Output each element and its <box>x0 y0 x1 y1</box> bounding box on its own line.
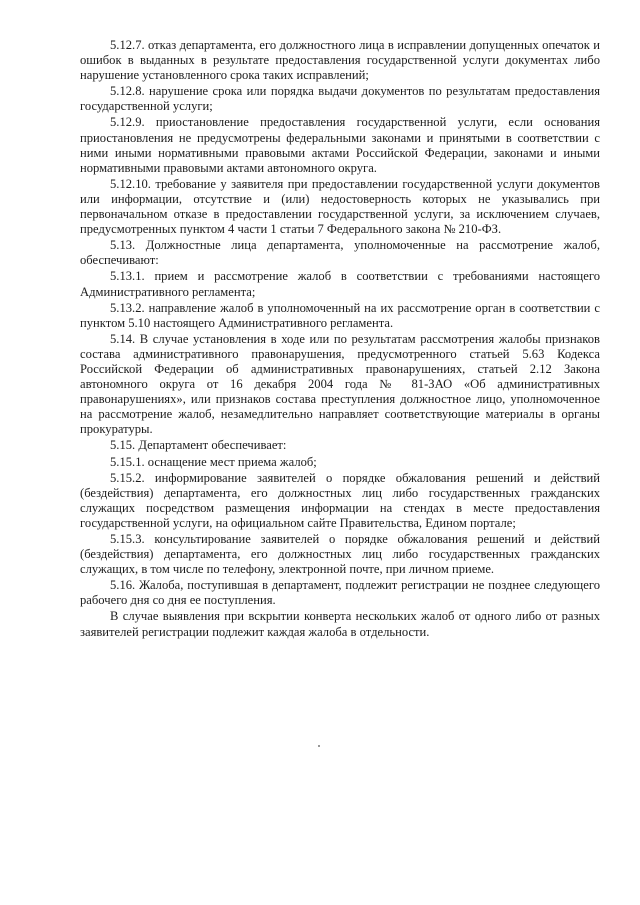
paragraph-5-12-7: 5.12.7. отказ департамента, его должностного лица в исправлении допущенных опечаток и ошибок в выданных в результате предоставления государственной услуги документах либо нарушение установленного срока таких исправлений; <box>80 38 600 83</box>
paragraph-5-13-1: 5.13.1. прием и рассмотрение жалоб в соответствии с требованиями настоящего Административного регламента; <box>80 269 600 299</box>
paragraph-5-12-8: 5.12.8. нарушение срока или порядка выдачи документов по результатам предоставления государственной услуги; <box>80 84 600 114</box>
paragraph-5-12-10: 5.12.10. требование у заявителя при предоставлении государственной услуги документов или информации, отсутствие и (или) недостоверность которых не указывались при первоначальном отказе в предоставлении государственной услуги, за исключением случаев, предусмотренных пунктом 4 части 1 статьи 7 Федерального закона № 210-ФЗ. <box>80 176 600 237</box>
paragraph-5-12-9: 5.12.9. приостановление предоставления государственной услуги, если основания приостановления не предусмотрены федеральными законами и принятыми в соответствии с ними иными нормативными правовыми актами Российской Федерации, законами и иными нормативными правовыми актами автономного округа. <box>80 115 600 175</box>
document-body <box>80 38 600 641</box>
paragraph-5-13-2: 5.13.2. направление жалоб в уполномоченный на их рассмотрение орган в соответствии с пунктом 5.10 настоящего Административного регламента. <box>80 300 600 330</box>
paragraph-5-15: 5.15. Департамент обеспечивает: <box>110 438 287 453</box>
paragraph-multiple-complaints: В случае выявления при вскрытии конверта нескольких жалоб от одного либо от разных заявителей регистрации подлежит каждая жалоба в отдельности. <box>80 609 600 639</box>
paragraph-5-15-2: 5.15.2. информирование заявителей о порядке обжалования решений и действий (бездействия) департамента, его должностных лиц либо государственных гражданских служащих посредством размещения информации на стендах в месте предоставления государственной услуги, на официальном сайте Правительства, Едином портале; <box>80 470 600 530</box>
paragraph-5-13: 5.13. Должностные лица департамента, уполномоченные на рассмотрение жалоб, обеспечивают: <box>80 238 600 268</box>
paragraph-5-16: 5.16. Жалоба, поступившая в департамент, подлежит регистрации не позднее следующего рабочего дня со дня ее поступления. <box>80 578 600 608</box>
paragraph-5-14: 5.14. В случае установления в ходе или по результатам рассмотрения жалобы признаков состава административного правонарушения, предусмотренного статьей 5.63 Кодекса Российской Федерации об административных правонарушениях, статьей 2.12 Закона автономного округа от 16 декабря 2004 года № 81-ЗАО «Об административных правонарушениях», или признаков состава преступления должностное лицо, уполномоченное на рассмотрение жалоб, незамедлительно направляет соответствующие материалы в органы прокуратуры. <box>80 331 600 437</box>
paragraph-5-15-1: 5.15.1. оснащение мест приема жалоб; <box>110 454 317 469</box>
scan-speck <box>318 745 320 747</box>
paragraph-5-15-3: 5.15.3. консультирование заявителей о порядке обжалования решений и действий (бездействия) департамента, его должностных лиц либо государственных гражданских служащих, в том числе по телефону, электронной почте, при личном приеме. <box>80 532 600 577</box>
